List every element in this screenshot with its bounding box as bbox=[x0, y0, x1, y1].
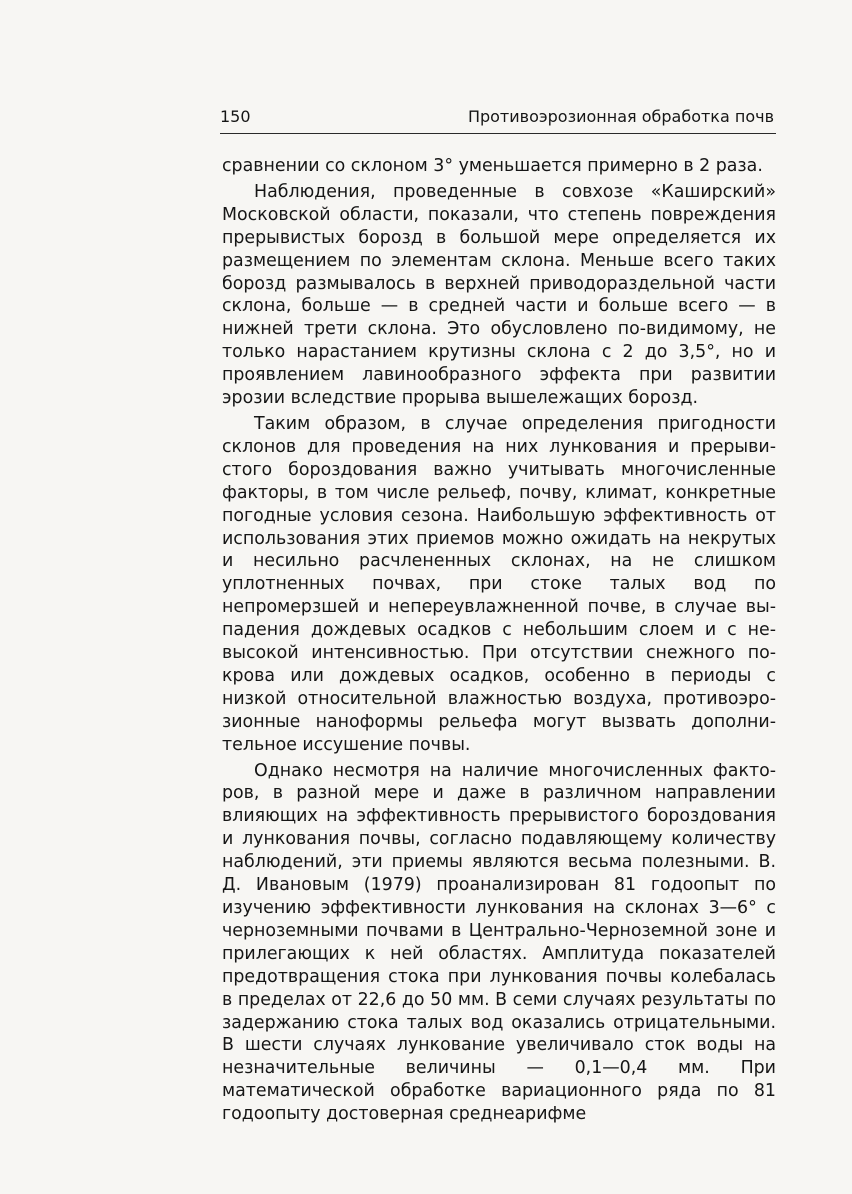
running-head bbox=[220, 104, 774, 130]
paragraph-continuation: сравнении со склоном 3° уменьшается примерно в 2 раза. bbox=[222, 156, 763, 176]
page-number: 150 bbox=[220, 107, 251, 126]
paragraph-kashirsky-observations: Наблюдения, проведенные в совхозе «Каширский» Московской области, показали, что степень повреждения прерывистых борозд в большой мере определяется их размещением по элементам склона. Меньше всего таких борозд размывалось в верхней приводораздельной части склона, больше — в средней части и больше всего — в нижней трети склона. Это обусловлено по-видимому, не только нарастанием крутизны склона с 2 до 3,5°, но и проявлением лавинообразного эффекта при развитии эрозии вследствие прорыва вышележащих борозд. bbox=[222, 181, 776, 409]
paragraph-ivanov-study: Однако несмотря на наличие многочисленных факторов, в разной мере и даже в различном направлении влияющих на эффективность прерывистого бороздования и лункования почвы, согласно подавляющему количеству наблюдений, эти приемы являются весьма полезными. В. Д. Ивановым (1979) проанализирован 81 годоопыт по изучению эффективности лункования на склонах 3—6° с черноземными почвами в Центрально-Черноземной зоне и прилегающих к ней областях. Амплитуда показателей предотвращения стока при лункования почвы колебалась в пределах от 22,6 до 50 мм. В семи случаях результаты по задержанию стока талых вод оказались отрицательными. В шести случаях лункование увеличивало сток воды на незначительные величины — 0,1—0,4 мм. При математической обработке вариационного ряда по 81 годоопыту достоверная среднеарифме bbox=[222, 760, 776, 1125]
body-text bbox=[222, 155, 776, 1126]
paragraph-slope-suitability: Таким образом, в случае определения пригодности склонов для проведения на них лункования и прерывистого бороздования важно учитывать многочисленные факторы, в том числе рельеф, почву, климат, конкретные погодные условия сезона. Наибольшую эффективность от использования этих приемов можно ожидать на некрутых и несильно расчлененных склонах, на не слишком уплотненных почвах, при стоке талых вод по непромерзшей и непереувлажненной почве, в случае выпадения дождевых осадков с небольшим слоем и с невысокой интенсивностью. При отсутствии снежного покрова или дождевых осадков, особенно в периоды с низкой относительной влажностью воздуха, противоэрозионные наноформы рельефа могут вызвать дополнительное иссушение почвы. bbox=[222, 413, 776, 755]
running-title: Противоэрозионная обработка почв bbox=[467, 107, 774, 126]
header-rule bbox=[220, 133, 776, 134]
